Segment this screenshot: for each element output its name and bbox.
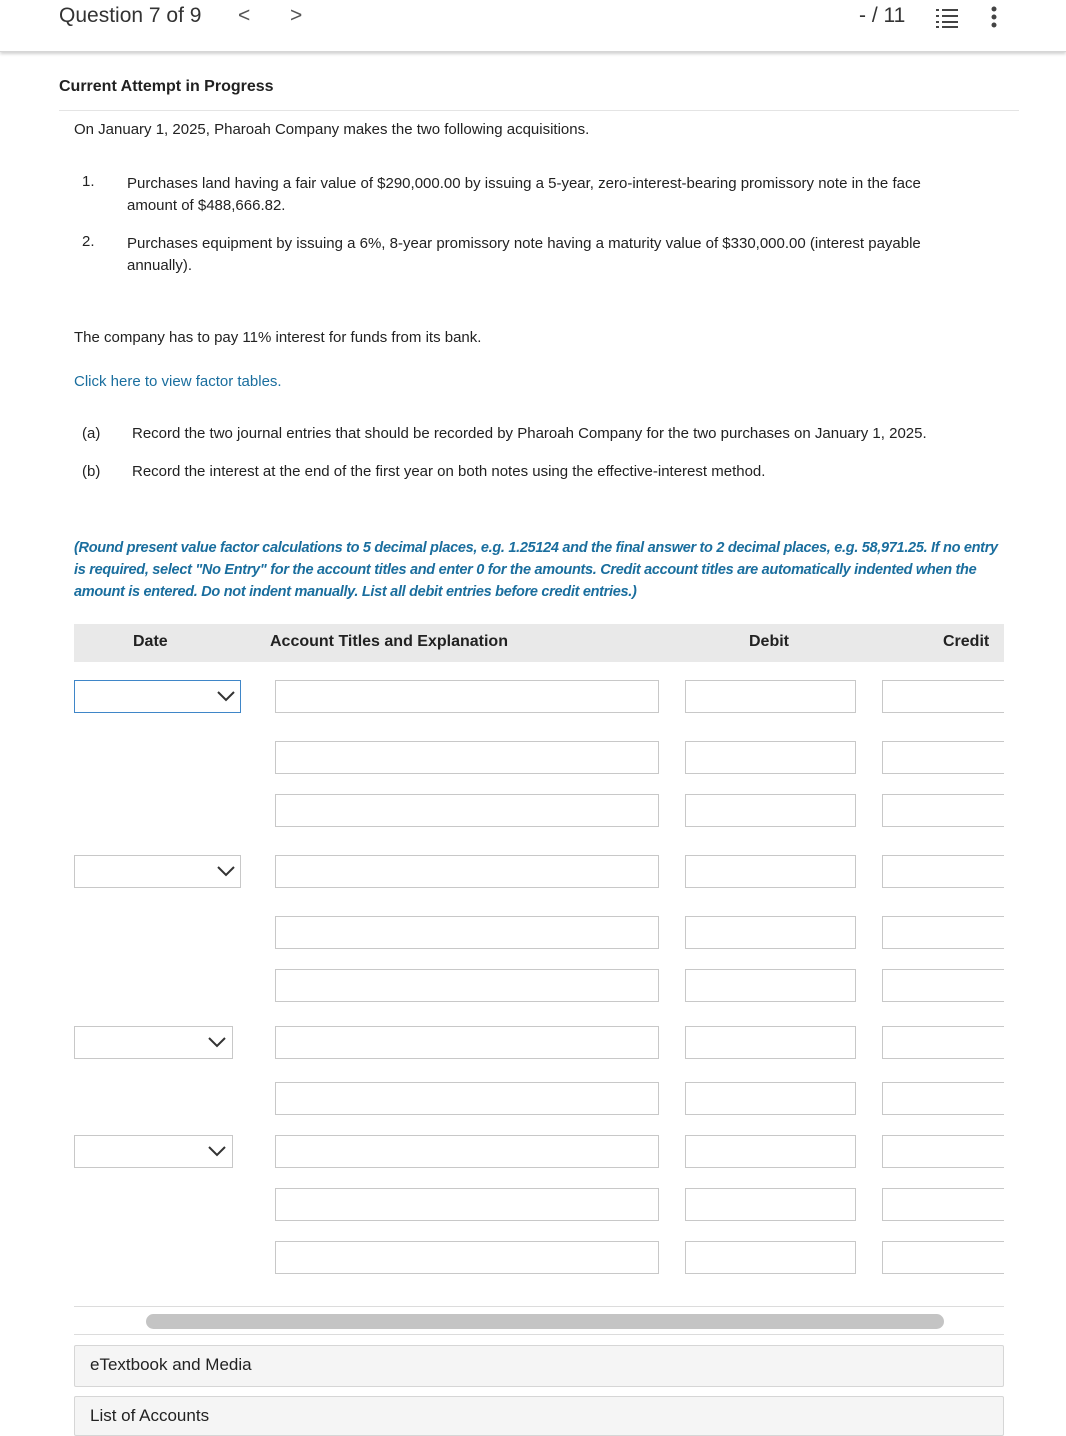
debit-input[interactable] <box>685 1188 856 1221</box>
credit-input[interactable] <box>882 794 1004 827</box>
list-item-text: Purchases equipment by issuing a 6%, 8-year promissory note having a maturity value of $330,000.00 (interest payable annually). <box>127 235 921 274</box>
debit-input[interactable] <box>685 1026 856 1059</box>
account-title-input[interactable] <box>275 855 659 888</box>
column-header-account: Account Titles and Explanation <box>270 633 508 650</box>
credit-input[interactable] <box>882 680 1004 713</box>
scrollbar-track-edge <box>74 1306 1004 1307</box>
list-item-number: 1. <box>82 173 95 190</box>
journal-table-header <box>74 624 1004 662</box>
account-title-input[interactable] <box>275 741 659 774</box>
previous-question-button[interactable]: < <box>238 4 251 27</box>
debit-input[interactable] <box>685 969 856 1002</box>
debit-input[interactable] <box>685 916 856 949</box>
next-question-button[interactable]: > <box>290 4 303 27</box>
column-header-date: Date <box>133 633 168 650</box>
list-of-accounts-panel[interactable]: List of Accounts <box>74 1396 1004 1436</box>
column-header-debit: Debit <box>749 633 789 650</box>
account-title-input[interactable] <box>275 1135 659 1168</box>
chevron-down-icon <box>207 1144 227 1158</box>
credit-input[interactable] <box>882 1135 1004 1168</box>
problem-intro: On January 1, 2025, Pharoah Company makes the two following acquisitions. <box>74 121 590 138</box>
chevron-down-icon <box>207 1035 227 1049</box>
rounding-instructions: (Round present value factor calculations to 5 decimal places, e.g. 1.25124 and the final answer to 2 decimal places, e.g. 58,971.25. If no entry is required, select "No Entry" for the account titles and enter 0 for the amounts. Credit account titles are automatically indented when the amount is entered. Do not indent manually. List all debit entries before credit entries.) <box>74 540 998 600</box>
account-title-input[interactable] <box>275 916 659 949</box>
debit-input[interactable] <box>685 1135 856 1168</box>
credit-input[interactable] <box>882 741 1004 774</box>
divider <box>59 110 1019 111</box>
score-display: - / 11 <box>859 4 906 27</box>
factor-tables-link[interactable]: Click here to view factor tables. <box>74 373 282 390</box>
account-title-input[interactable] <box>275 1188 659 1221</box>
credit-input[interactable] <box>882 1241 1004 1274</box>
credit-input[interactable] <box>882 855 1004 888</box>
etextbook-media-panel[interactable]: eTextbook and Media <box>74 1345 1004 1387</box>
part-text: Record the interest at the end of the first year on both notes using the effective-interest method. <box>132 463 766 480</box>
credit-input[interactable] <box>882 1188 1004 1221</box>
horizontal-scrollbar-thumb[interactable] <box>146 1314 944 1329</box>
debit-input[interactable] <box>685 855 856 888</box>
column-header-credit: Credit <box>943 633 990 650</box>
debit-input[interactable] <box>685 794 856 827</box>
account-title-input[interactable] <box>275 1241 659 1274</box>
part-label: (a) <box>82 425 101 442</box>
part-label: (b) <box>82 463 101 480</box>
credit-input[interactable] <box>882 916 1004 949</box>
credit-input[interactable] <box>882 1082 1004 1115</box>
debit-input[interactable] <box>685 1241 856 1274</box>
kebab-menu-icon[interactable] <box>989 5 999 29</box>
account-title-input[interactable] <box>275 794 659 827</box>
account-title-input[interactable] <box>275 969 659 1002</box>
top-bar <box>0 0 1066 52</box>
chevron-down-icon <box>216 689 236 703</box>
account-title-input[interactable] <box>275 1026 659 1059</box>
list-item-text: Purchases land having a fair value of $290,000.00 by issuing a 5-year, zero-interest-bearing promissory note in the face amount of $488,666.82. <box>127 175 921 214</box>
list-icon[interactable] <box>936 7 958 29</box>
scrollbar-track-edge <box>74 1334 1004 1335</box>
attempt-status: Current Attempt in Progress <box>59 78 274 95</box>
credit-input[interactable] <box>882 1026 1004 1059</box>
account-title-input[interactable] <box>275 680 659 713</box>
debit-input[interactable] <box>685 741 856 774</box>
debit-input[interactable] <box>685 1082 856 1115</box>
account-title-input[interactable] <box>275 1082 659 1115</box>
question-counter: Question 7 of 9 <box>59 4 202 27</box>
part-text: Record the two journal entries that should be recorded by Pharoah Company for the two purchases on January 1, 2025. <box>132 425 927 442</box>
credit-input[interactable] <box>882 969 1004 1002</box>
list-item-number: 2. <box>82 233 95 250</box>
bank-rate-text: The company has to pay 11% interest for funds from its bank. <box>74 329 482 346</box>
debit-input[interactable] <box>685 680 856 713</box>
chevron-down-icon <box>216 864 236 878</box>
